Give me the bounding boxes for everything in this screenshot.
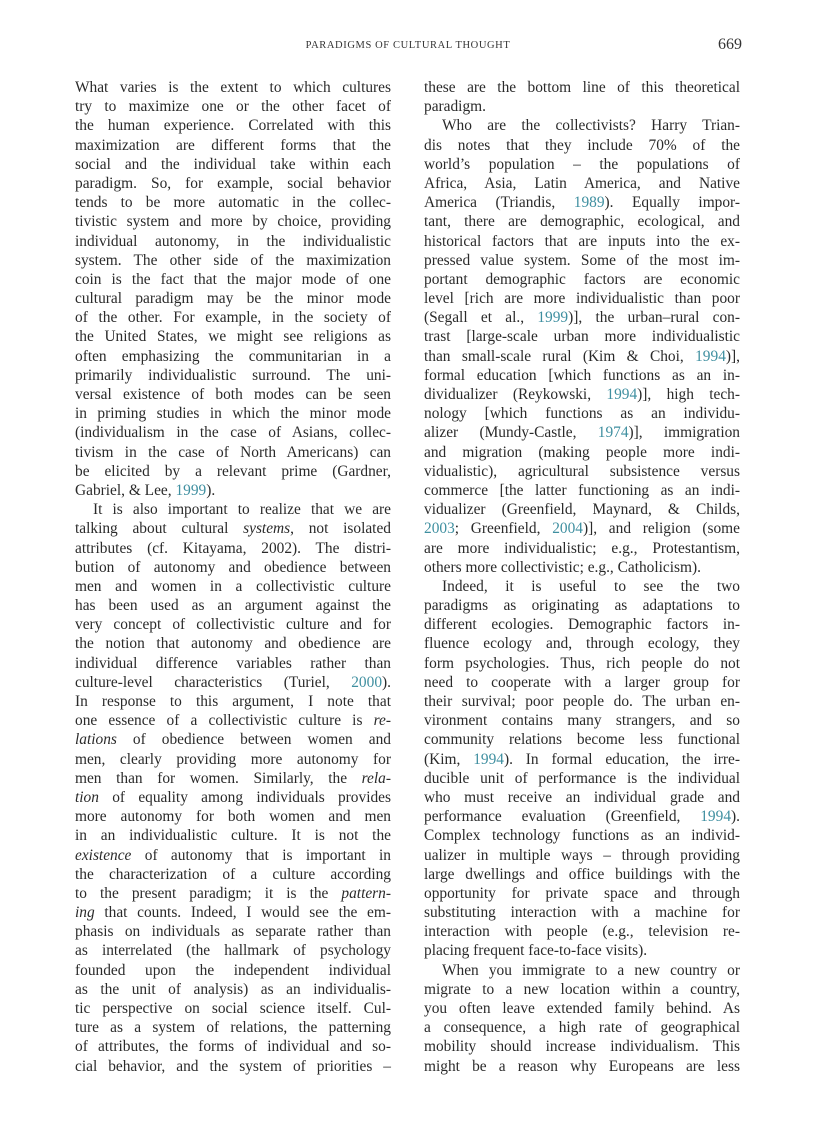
text-line (424, 1057, 740, 1076)
text-line (424, 577, 740, 596)
citation-link[interactable]: 1994 (695, 347, 726, 365)
text-segment: America (Triandis, (424, 194, 574, 212)
text-segment: might be a reason why Europeans are less (424, 1057, 740, 1075)
text-line (424, 443, 740, 462)
text-line (424, 788, 740, 807)
text-segment: tant, there are demographic, ecological, and (424, 213, 740, 231)
text-segment: are more individualistic; e.g., Protestantism, (424, 539, 740, 557)
text-segment: need to cooperate with a larger group for (424, 673, 740, 691)
text-line (424, 212, 740, 231)
text-segment: pressed value system. Some of the most im- (424, 251, 740, 269)
text-line (75, 116, 391, 135)
text-line (75, 539, 391, 558)
running-head: PARADIGMS OF CULTURAL THOUGHT (305, 40, 511, 51)
italic-text: re- (373, 712, 391, 730)
text-line (424, 922, 740, 941)
text-line (75, 596, 391, 615)
text-segment: vironment contains many strangers, and so (424, 712, 740, 730)
text-segment: try to maximize one or the other facet of (75, 98, 391, 116)
text-segment: than small-scale rural (Kim & Choi, (424, 347, 696, 365)
text-line (424, 404, 740, 423)
right-column (424, 78, 740, 1076)
text-segment: very concept of collectivistic culture and for (75, 616, 391, 634)
text-segment: as interrelated (the hallmark of psychology (75, 942, 391, 960)
text-segment: historical factors that are inputs into the ex- (424, 232, 740, 250)
text-line (424, 941, 740, 960)
text-segment: men than for women. Similarly, the (75, 769, 362, 787)
text-segment: ualizer in multiple ways – through providing (424, 846, 740, 864)
text-line (424, 750, 740, 769)
text-line (424, 654, 740, 673)
text-segment: different ecologies. Demographic factors in- (424, 616, 740, 634)
text-line (424, 807, 740, 826)
text-line (424, 500, 740, 519)
citation-link[interactable]: 1999 (175, 481, 207, 499)
text-line (424, 270, 740, 289)
text-line (424, 711, 740, 730)
text-line (424, 673, 740, 692)
text-line (75, 327, 391, 346)
text-segment: form psychologies. Thus, rich people do not (424, 654, 740, 672)
citation-link[interactable]: 1974 (597, 424, 629, 442)
text-segment: (Segall et al., (424, 309, 538, 327)
citation-link[interactable]: 2000 (351, 673, 383, 691)
text-line (75, 711, 391, 730)
text-segment: level [rich are more individualistic than poor (424, 290, 740, 308)
text-line (75, 97, 391, 116)
text-segment: In response to this argument, I note that (75, 693, 391, 710)
citation-link[interactable]: 1999 (537, 309, 569, 327)
citation-link[interactable]: 1994 (700, 808, 732, 826)
citation-link[interactable]: 1989 (573, 194, 605, 212)
text-segment: What varies is the extent to which cultures (75, 79, 391, 96)
text-segment: the characterization of a culture according (75, 865, 391, 883)
text-segment: more autonomy for both women and men (75, 808, 391, 826)
italic-text: systems (243, 520, 291, 538)
text-segment: alizer (Mundy-Castle, (424, 424, 598, 442)
text-segment: (Kim, (424, 750, 474, 768)
text-segment: you often leave extended family behind. As (424, 1000, 740, 1017)
text-segment: mobility should increase individualism. This (424, 1038, 740, 1056)
text-segment: Indeed, it is useful to see the two (442, 577, 740, 595)
text-segment: individual autonomy, in the individualistic (75, 232, 391, 250)
text-line (75, 193, 391, 212)
text-segment: Complex technology functions as an individ- (424, 827, 740, 845)
text-segment: their survival; poor people do. The urban en- (424, 693, 740, 710)
text-line (75, 423, 391, 442)
text-line (424, 251, 740, 270)
text-line (75, 999, 391, 1018)
text-line (75, 519, 391, 538)
citation-link[interactable]: 2003 (424, 520, 455, 538)
text-segment: cial behavior, and the system of priorities – (75, 1057, 391, 1075)
text-segment: phasis on individuals as separate rather than (75, 923, 391, 941)
text-line (424, 174, 740, 193)
text-segment: community relations become less functional (424, 731, 740, 749)
text-segment: the human experience. Correlated with this (75, 117, 391, 135)
text-segment: that counts. Indeed, I would see the em- (94, 904, 391, 922)
citation-link[interactable]: 1994 (473, 750, 504, 768)
text-line (75, 826, 391, 845)
text-segment: Africa, Asia, Latin America, and Native (424, 174, 740, 192)
text-segment: talking about cultural (75, 520, 244, 538)
text-segment: others more collectivistic; e.g., Catholicism). (424, 558, 701, 576)
text-line (75, 212, 391, 231)
text-segment: substituting interaction with a machine for (424, 904, 740, 922)
text-line (75, 1057, 391, 1076)
text-segment: performance evaluation (Greenfield, (424, 808, 701, 826)
text-line (424, 366, 740, 385)
text-line (75, 941, 391, 960)
text-segment: bution of autonomy and obedience between (75, 558, 391, 576)
text-segment: )], and religion (some (582, 520, 740, 538)
text-segment: one essence of a collectivistic culture is (75, 712, 374, 730)
text-segment: trast [large-scale urban more individualistic (424, 328, 740, 346)
italic-text: existence (75, 846, 132, 864)
text-segment: )], immigration (628, 424, 740, 442)
text-segment: ). (382, 673, 391, 691)
text-line (75, 404, 391, 423)
text-line (75, 385, 391, 404)
citation-link[interactable]: 2004 (552, 520, 583, 538)
text-line (75, 558, 391, 577)
text-segment: social and the individual take within each (75, 155, 391, 173)
text-segment: )], the urban–rural con- (568, 309, 740, 327)
text-line (424, 1037, 740, 1056)
text-segment: (individualism in the case of Asians, collec- (75, 424, 391, 442)
text-segment: be elicited by a relevant prime (Gardner, (75, 462, 391, 480)
text-line (75, 308, 391, 327)
text-line (75, 366, 391, 385)
text-line (75, 634, 391, 653)
text-line (75, 788, 391, 807)
text-line (424, 980, 740, 999)
text-segment: large dwellings and office buildings with the (424, 865, 740, 883)
text-segment: dis notes that they include 70% of the (424, 136, 740, 154)
text-segment: often emphasizing the communitarian in a (75, 347, 391, 365)
text-line (75, 251, 391, 270)
text-line (75, 769, 391, 788)
text-line (424, 903, 740, 922)
text-line (75, 155, 391, 174)
text-segment: paradigm. (424, 98, 486, 116)
text-line (424, 97, 740, 116)
text-segment: ture as a system of relations, the patterning (75, 1019, 391, 1037)
text-line (75, 500, 391, 519)
text-line (75, 481, 391, 500)
text-line (75, 903, 391, 922)
text-segment: who must receive an individual grade and (424, 788, 740, 806)
text-segment: opportunity for private space and through (424, 884, 740, 902)
text-segment: as the unit of analysis) as an individualis- (75, 980, 391, 998)
text-line (424, 846, 740, 865)
text-segment: of attributes, the forms of individual and so- (75, 1038, 391, 1056)
text-line (424, 385, 740, 404)
text-line (75, 961, 391, 980)
text-segment: )], (725, 347, 740, 365)
text-segment: of autonomy that is important in (131, 846, 391, 864)
text-segment: these are the bottom line of this theoretical (424, 79, 740, 96)
text-segment: men, clearly providing more autonomy for (75, 750, 391, 768)
text-line (424, 462, 740, 481)
text-segment: Who are the collectivists? Harry Trian- (442, 117, 740, 135)
text-segment: tivism in the case of North Americans) can (75, 443, 391, 461)
text-segment: of the other. For example, in the society of (75, 309, 391, 327)
text-segment: cultural paradigm may be the minor mode (75, 290, 391, 308)
text-line (75, 462, 391, 481)
text-segment: in an individualistic culture. It is not the (75, 827, 391, 845)
text-segment: It is also important to realize that we are (93, 501, 391, 519)
text-segment: the notion that autonomy and obedience are (75, 635, 391, 653)
text-line (424, 289, 740, 308)
text-line (75, 692, 391, 711)
text-segment: When you immigrate to a new country or (442, 961, 740, 979)
page-number: 669 (718, 36, 742, 53)
text-segment: and migration (making people more indi- (424, 443, 740, 461)
italic-text: tion (75, 788, 99, 806)
text-line (424, 692, 740, 711)
text-line (424, 826, 740, 845)
text-segment: of equality among individuals provides (98, 788, 391, 806)
text-line (424, 327, 740, 346)
text-segment: tivistic system and more by choice, providing (75, 213, 391, 231)
text-line (75, 1037, 391, 1056)
text-segment: primarily individualistic surround. The uni- (75, 366, 391, 384)
text-segment: commerce [the latter functioning as an indi- (424, 481, 740, 499)
text-line (424, 634, 740, 653)
text-line (75, 232, 391, 251)
text-segment: versal existence of both modes can be seen (75, 386, 391, 403)
text-line (424, 596, 740, 615)
text-line (75, 673, 391, 692)
text-segment: men and women in a collectivistic culture (75, 577, 391, 595)
text-line (424, 865, 740, 884)
text-line (75, 654, 391, 673)
text-line (75, 846, 391, 865)
text-segment: vidualistic), agricultural subsistence versus (424, 462, 740, 480)
italic-text: pattern- (341, 884, 391, 902)
text-line (424, 155, 740, 174)
text-segment: ). Equally impor- (604, 194, 740, 212)
text-line (424, 884, 740, 903)
text-line (424, 193, 740, 212)
text-segment: individual difference variables rather than (75, 654, 391, 672)
left-column (75, 78, 391, 1076)
text-line (75, 136, 391, 155)
text-line (75, 730, 391, 749)
text-segment: ). In formal education, the irre- (503, 750, 740, 768)
text-segment: world’s population – the populations of (424, 155, 740, 173)
text-line (75, 289, 391, 308)
text-line (424, 961, 740, 980)
text-line (75, 174, 391, 193)
text-segment: in priming studies in which the minor mode (75, 405, 391, 423)
text-line (424, 615, 740, 634)
text-segment: paradigm. So, for example, social behavior (75, 174, 391, 192)
text-line (424, 999, 740, 1018)
text-line (75, 884, 391, 903)
text-segment: placing frequent face-to-face visits). (424, 942, 648, 960)
text-segment: the United States, we might see religions as (75, 328, 391, 346)
text-line (75, 270, 391, 289)
text-line (75, 347, 391, 366)
text-segment: culture-level characteristics (Turiel, (75, 673, 352, 691)
text-line (75, 922, 391, 941)
italic-text: lations (75, 731, 117, 749)
citation-link[interactable]: 1994 (606, 386, 638, 403)
text-line (424, 423, 740, 442)
text-line (424, 730, 740, 749)
text-line (424, 232, 740, 251)
text-line (75, 577, 391, 596)
text-line (75, 750, 391, 769)
text-segment: system. The other side of the maximization (75, 251, 391, 269)
text-segment: , not isolated (290, 520, 391, 538)
text-line (424, 558, 740, 577)
text-line (424, 519, 740, 538)
text-segment: fluence ecology and, through ecology, they (424, 635, 740, 653)
text-segment: of obedience between women and (116, 731, 391, 749)
text-line (424, 539, 740, 558)
text-segment: ). (731, 808, 740, 826)
text-segment: ). (206, 481, 216, 499)
text-segment: paradigms as originating as adaptations to (424, 597, 740, 615)
text-segment: founded upon the independent individual (75, 961, 391, 979)
text-segment: dividualizer (Reykowski, (424, 386, 607, 403)
text-line (75, 865, 391, 884)
text-segment: attributes (cf. Kitayama, 2002). The distri- (75, 539, 391, 557)
text-line (424, 481, 740, 500)
text-line (75, 1018, 391, 1037)
text-line (75, 615, 391, 634)
text-segment: tic perspective on social science itself. Cul- (75, 1000, 391, 1017)
italic-text: ing (75, 904, 95, 922)
text-line (424, 347, 740, 366)
text-segment: tends to be more automatic in the collec- (75, 194, 391, 212)
text-segment: maximization are different forms that the (75, 136, 391, 154)
italic-text: rela- (361, 769, 391, 787)
text-line (424, 769, 740, 788)
text-line (424, 1018, 740, 1037)
text-segment: ducible unit of performance is the individual (424, 769, 740, 787)
text-line (75, 807, 391, 826)
text-line (424, 78, 740, 97)
text-line (75, 443, 391, 462)
text-segment: coin is the fact that the major mode of one (75, 270, 391, 288)
text-line (424, 308, 740, 327)
text-segment: )], high tech- (637, 386, 740, 403)
text-line (75, 78, 391, 97)
text-segment: vidualizer (Greenfield, Maynard, & Childs, (424, 501, 740, 519)
text-segment: portant demographic factors are economic (424, 270, 740, 288)
text-segment: interaction with people (e.g., television re- (424, 923, 740, 941)
text-line (75, 980, 391, 999)
text-segment: has been used as an argument against the (75, 597, 391, 615)
text-line (424, 136, 740, 155)
text-segment: formal education [which functions as an in- (424, 366, 740, 384)
text-segment: a consequence, a high rate of geographical (424, 1019, 740, 1037)
text-segment: ; Greenfield, (454, 520, 553, 538)
text-line (424, 116, 740, 135)
text-segment: nology [which functions as an individu- (424, 405, 740, 423)
text-segment: to the present paradigm; it is the (75, 884, 342, 902)
text-segment: Gabriel, & Lee, (75, 481, 176, 499)
text-segment: migrate to a new location within a country, (424, 980, 740, 998)
